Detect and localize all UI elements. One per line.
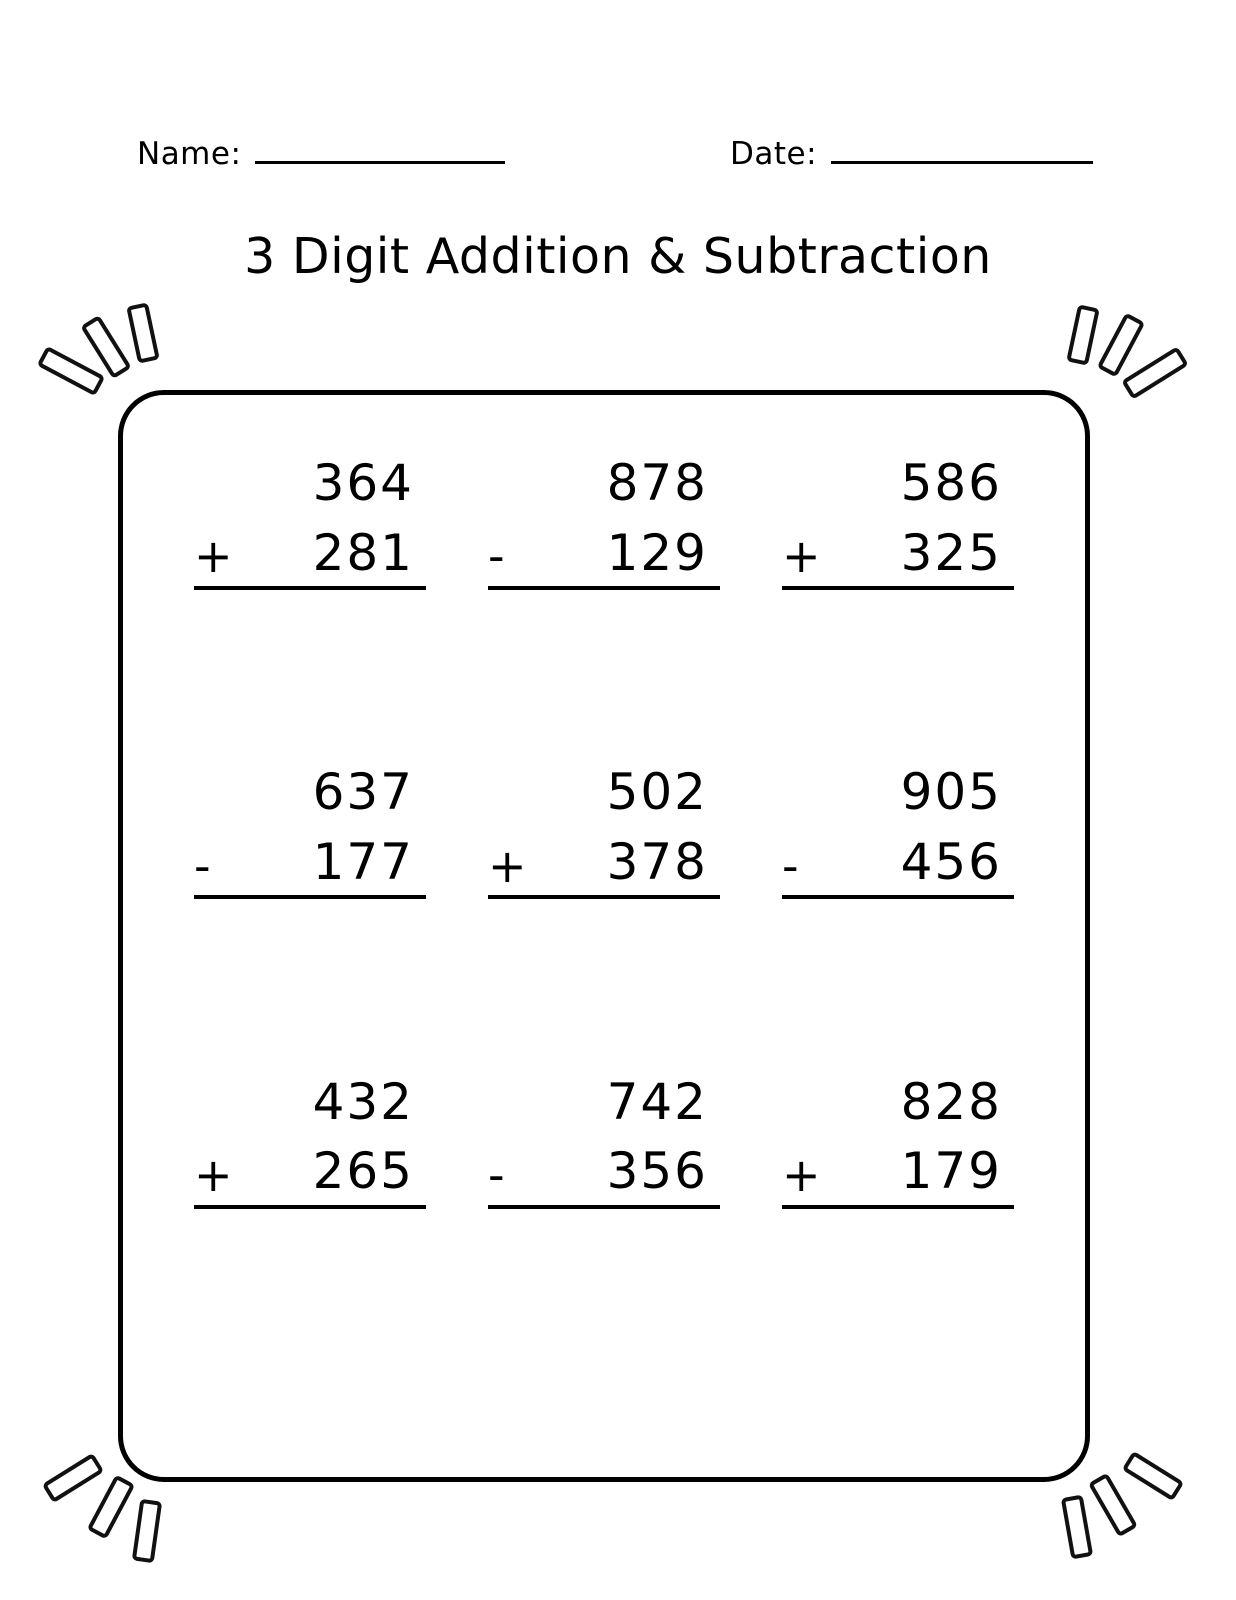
name-label: Name: xyxy=(137,136,242,172)
burst-ray xyxy=(1066,304,1100,365)
worksheet-header xyxy=(0,128,1236,188)
problem-item xyxy=(163,738,457,1047)
answer-space[interactable] xyxy=(782,590,1014,638)
problem-top-number: 502 xyxy=(606,763,708,822)
problem-bottom-number: 281 xyxy=(312,523,414,582)
problem-top-number: 586 xyxy=(900,454,1002,512)
problem-top-number: 432 xyxy=(312,1072,414,1131)
problem-bottom-number: 356 xyxy=(606,1142,708,1201)
name-field xyxy=(137,136,505,172)
problem-bottom-number: 177 xyxy=(312,832,414,891)
problem-item xyxy=(751,429,1045,738)
operator-symbol: + xyxy=(782,529,821,584)
problem-item xyxy=(457,1048,751,1357)
problem-top-number: 878 xyxy=(606,454,708,512)
problem-bottom-row xyxy=(488,525,720,591)
burst-ray xyxy=(1121,346,1189,400)
answer-space[interactable] xyxy=(488,899,720,947)
operator-symbol: + xyxy=(194,529,233,584)
problem-bottom-row xyxy=(194,834,426,900)
operator-symbol: + xyxy=(782,1148,821,1203)
problem-item xyxy=(163,1048,457,1357)
burst-ray xyxy=(1088,1473,1138,1538)
problem-top-number: 905 xyxy=(900,763,1002,822)
problem-bottom-row xyxy=(194,1143,426,1209)
problem-bottom-row xyxy=(782,525,1014,591)
problem-item xyxy=(163,429,457,738)
problem-bottom-number: 325 xyxy=(900,523,1002,582)
burst-ray xyxy=(1061,1495,1093,1560)
answer-space[interactable] xyxy=(488,1209,720,1257)
problem-top-number: 364 xyxy=(312,454,414,512)
problem-bottom-row xyxy=(194,525,426,591)
answer-space[interactable] xyxy=(782,899,1014,947)
burst-ray xyxy=(1097,312,1146,377)
problem-bottom-number: 265 xyxy=(312,1142,414,1201)
burst-ray xyxy=(42,1453,105,1503)
operator-symbol: - xyxy=(488,1148,505,1203)
page-title: 3 Digit Addition & Subtraction xyxy=(244,228,992,285)
problem-bottom-row xyxy=(488,834,720,900)
burst-ray xyxy=(1122,1451,1185,1501)
problem-item xyxy=(457,738,751,1047)
problem-bottom-number: 456 xyxy=(900,832,1002,891)
problem-grid xyxy=(123,395,1085,1477)
burst-ray xyxy=(37,346,106,396)
date-label: Date: xyxy=(730,136,818,172)
name-write-line[interactable] xyxy=(255,161,505,164)
problem-top-number: 637 xyxy=(312,763,414,822)
problem-bottom-row xyxy=(782,834,1014,900)
date-field xyxy=(730,136,1093,172)
problem-bottom-row xyxy=(782,1143,1014,1209)
answer-space[interactable] xyxy=(782,1209,1014,1257)
problem-item xyxy=(751,1048,1045,1357)
problem-bottom-number: 179 xyxy=(900,1142,1002,1201)
answer-space[interactable] xyxy=(194,590,426,638)
problem-item xyxy=(457,429,751,738)
operator-symbol: - xyxy=(194,838,211,893)
operator-symbol: + xyxy=(194,1148,233,1203)
problem-bottom-row xyxy=(488,1143,720,1209)
operator-symbol: + xyxy=(488,838,527,893)
problem-bottom-number: 378 xyxy=(606,832,708,891)
operator-symbol: - xyxy=(782,838,799,893)
operator-symbol: - xyxy=(488,529,505,584)
answer-space[interactable] xyxy=(194,899,426,947)
burst-ray xyxy=(126,302,160,363)
problem-item xyxy=(751,738,1045,1047)
burst-ray xyxy=(87,1474,136,1539)
answer-space[interactable] xyxy=(194,1209,426,1257)
problem-container xyxy=(118,390,1090,1482)
problem-bottom-number: 129 xyxy=(606,523,708,582)
burst-ray xyxy=(132,1499,162,1563)
date-write-line[interactable] xyxy=(831,161,1093,164)
problem-top-number: 828 xyxy=(900,1072,1002,1131)
answer-space[interactable] xyxy=(488,590,720,638)
problem-top-number: 742 xyxy=(606,1072,708,1131)
